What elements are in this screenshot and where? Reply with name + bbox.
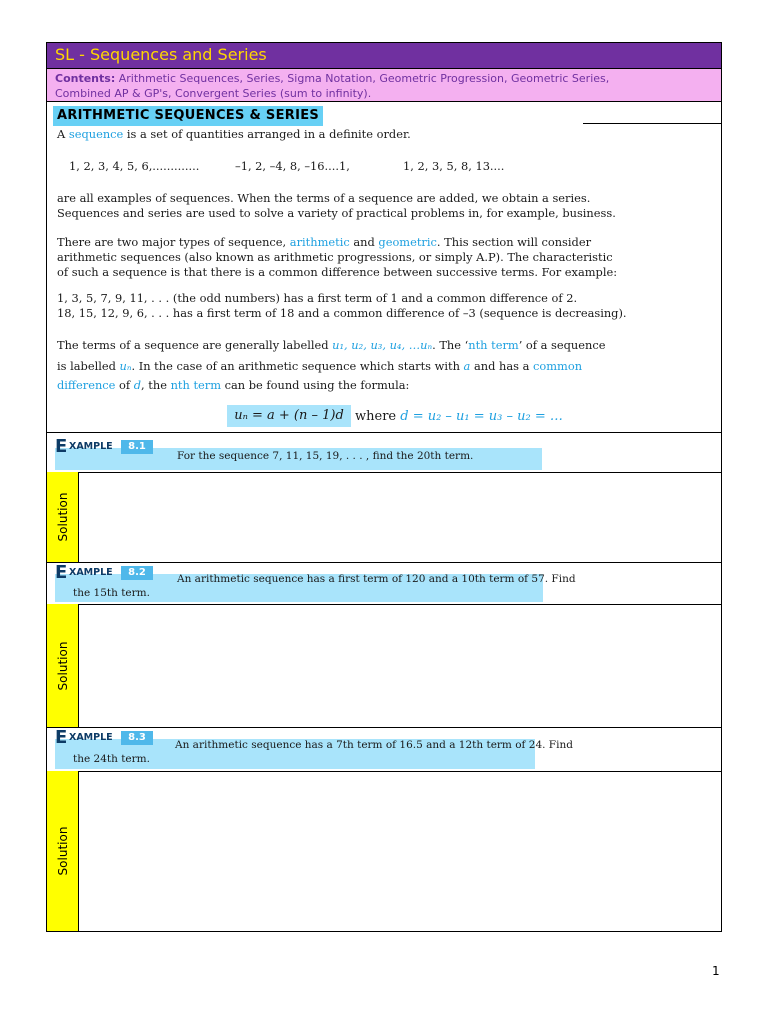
example-question-line-2: the 24th term. xyxy=(73,753,150,765)
term-nth-2: nth term xyxy=(170,378,222,392)
term-labels: u₁, u₂, u₃, u₄, …uₙ xyxy=(332,338,433,352)
paragraph-labels-line-3 xyxy=(57,378,409,393)
term-common: common xyxy=(533,359,583,373)
contents-line-1 xyxy=(55,72,609,85)
example-question-line-1: An arithmetic sequence has a 7th term of 16.5 and a 12th term of 24. Find xyxy=(175,739,573,751)
term-d: d xyxy=(133,378,142,392)
paragraph-series-line-2: Sequences and series are used to solve a variety of practical problems in, for example, business. xyxy=(57,206,616,220)
paragraph-types-line-2: arithmetic sequences (also known as arithmetic progressions, or simply A.P). The characteristic xyxy=(57,250,613,264)
text: The terms of a sequence are generally labelled xyxy=(57,338,333,352)
paragraph-definition xyxy=(57,127,411,142)
contents-text-2: Combined AP & GP's, Convergent Series (sum to infinity). xyxy=(55,87,372,100)
text: A xyxy=(57,127,69,141)
title-bar xyxy=(47,43,721,69)
term-difference: difference xyxy=(57,378,116,392)
paragraph-series-line-1: are all examples of sequences. When the terms of a sequence are added, we obtain a series. xyxy=(57,191,591,205)
example-badge xyxy=(55,562,153,583)
term-sequence: sequence xyxy=(68,127,124,141)
text: . This section will consider xyxy=(436,235,592,249)
example-badge-e: E xyxy=(55,562,68,583)
text: There are two major types of sequence, xyxy=(57,235,290,249)
contents-text-1: Arithmetic Sequences, Series, Sigma Notation, Geometric Progression, Geometric Series, xyxy=(115,72,610,85)
example-question: For the sequence 7, 11, 15, 19, . . . , find the 20th term. xyxy=(177,450,474,462)
text: where xyxy=(355,409,401,424)
page-number: 1 xyxy=(712,964,720,978)
solution-sidebar xyxy=(47,604,79,727)
section-heading: ARITHMETIC SEQUENCES & SERIES xyxy=(53,106,323,126)
text: and has a xyxy=(470,359,534,373)
term-arithmetic: arithmetic xyxy=(289,235,350,249)
text: can be found using the formula: xyxy=(221,378,410,392)
solution-label: Solution xyxy=(55,641,70,690)
example-question-line-2: the 15th term. xyxy=(73,587,150,599)
example-number: 8.3 xyxy=(121,731,153,745)
text: ’ of a sequence xyxy=(518,338,606,352)
worksheet xyxy=(46,42,722,932)
solution-top-rule xyxy=(47,771,721,772)
solution-top-rule xyxy=(47,604,721,605)
contents-bar xyxy=(47,69,721,102)
text: of xyxy=(115,378,134,392)
contents-label: Contents: xyxy=(55,72,116,85)
example-sequence-2: –1, 2, –4, 8, –16....1, xyxy=(235,159,350,173)
paragraph-labels-line-2 xyxy=(57,359,582,374)
term-geometric: geometric xyxy=(378,235,437,249)
example-badge-e: E xyxy=(55,727,68,748)
solution-sidebar xyxy=(47,771,79,931)
term-un: uₙ xyxy=(119,359,132,373)
example-sequence-1: 1, 2, 3, 4, 5, 6,............. xyxy=(69,159,200,173)
text: is a set of quantities arranged in a definite order. xyxy=(123,127,411,141)
paragraph-types-line-1 xyxy=(57,235,591,250)
example-number: 8.2 xyxy=(121,566,153,580)
example-divider xyxy=(47,727,721,728)
example-question-line-1: An arithmetic sequence has a first term of 120 and a 10th term of 57. Find xyxy=(177,573,576,585)
example-badge-e: E xyxy=(55,436,68,457)
solution-top-rule xyxy=(47,472,721,473)
paragraph-decreasing: 18, 15, 12, 9, 6, . . . has a first term of 18 and a common difference of –3 (sequence is decreasing). xyxy=(57,306,627,320)
formula-d: d = u₂ – u₁ = u₃ – u₂ = … xyxy=(400,409,563,424)
solution-label: Solution xyxy=(55,826,70,876)
nth-term-formula: uₙ = a + (n – 1)d xyxy=(227,405,351,427)
paragraph-labels-line-1 xyxy=(57,338,605,353)
header-rule xyxy=(583,123,721,124)
text: , the xyxy=(141,378,171,392)
solution-sidebar xyxy=(47,472,79,562)
example-badge-word: XAMPLE xyxy=(69,732,113,743)
text: . The ‘ xyxy=(432,338,469,352)
example-number: 8.1 xyxy=(121,440,153,454)
solution-label: Solution xyxy=(55,492,70,542)
paragraph-types-line-3: of such a sequence is that there is a common difference between successive terms. For example: xyxy=(57,265,618,279)
term-a: a xyxy=(463,359,471,373)
common-difference-formula xyxy=(355,409,563,424)
example-divider xyxy=(47,432,721,433)
text: . In the case of an arithmetic sequence which starts with xyxy=(131,359,464,373)
example-badge-word: XAMPLE xyxy=(69,441,113,452)
text: and xyxy=(349,235,379,249)
example-sequence-3: 1, 2, 3, 5, 8, 13.... xyxy=(403,159,505,173)
text: is labelled xyxy=(57,359,120,373)
example-badge xyxy=(55,436,153,457)
paragraph-odd-numbers: 1, 3, 5, 7, 9, 11, . . . (the odd numbers) has a first term of 1 and a common difference of 2. xyxy=(57,291,578,305)
page-title: SL - Sequences and Series xyxy=(55,45,267,64)
example-badge xyxy=(55,727,153,748)
example-badge-word: XAMPLE xyxy=(69,567,113,578)
term-nth: nth term xyxy=(468,338,519,352)
example-divider xyxy=(47,562,721,563)
